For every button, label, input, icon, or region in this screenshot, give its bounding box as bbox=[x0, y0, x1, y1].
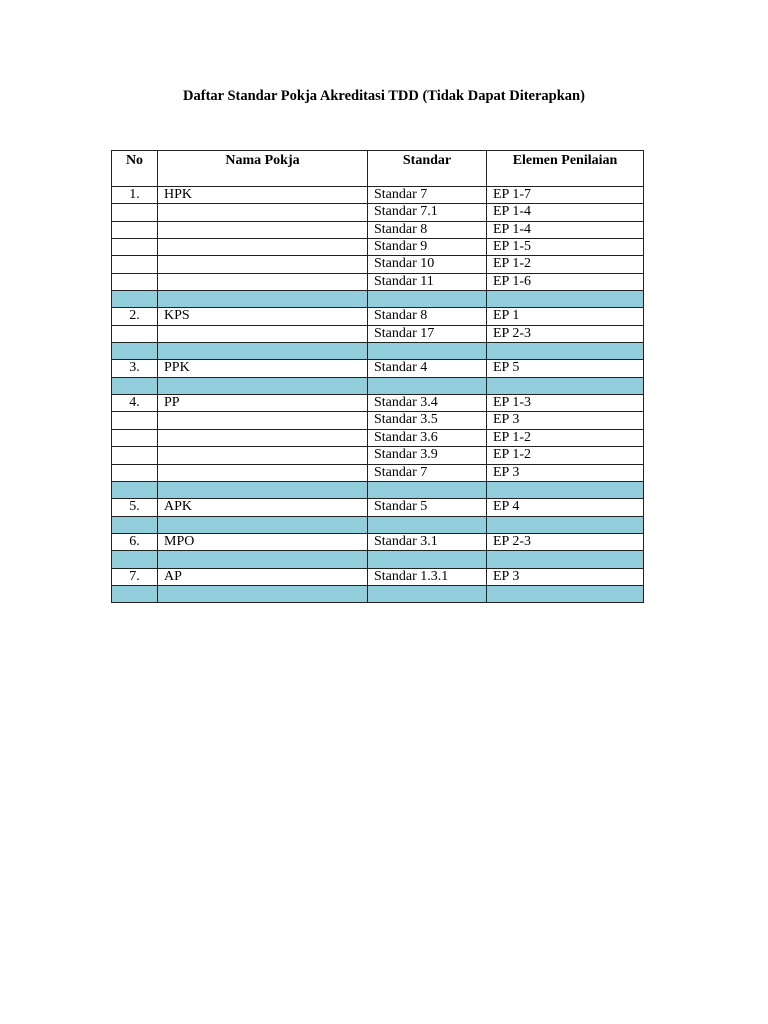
header-row bbox=[112, 151, 644, 187]
cell-nama-pokja bbox=[158, 464, 368, 481]
separator-cell bbox=[368, 377, 487, 394]
separator-cell bbox=[158, 516, 368, 533]
cell-standar: Standar 9 bbox=[368, 239, 487, 256]
cell-no bbox=[112, 429, 158, 446]
cell-elemen-penilaian: EP 2-3 bbox=[487, 533, 644, 550]
table-row bbox=[112, 256, 644, 273]
separator-cell bbox=[368, 481, 487, 498]
cell-no: 4. bbox=[112, 395, 158, 412]
separator-row bbox=[112, 377, 644, 394]
cell-elemen-penilaian: EP 1-2 bbox=[487, 429, 644, 446]
cell-elemen-penilaian: EP 3 bbox=[487, 412, 644, 429]
cell-standar: Standar 17 bbox=[368, 325, 487, 342]
table-row bbox=[112, 429, 644, 446]
separator-cell bbox=[158, 551, 368, 568]
cell-no bbox=[112, 256, 158, 273]
cell-nama-pokja bbox=[158, 447, 368, 464]
separator-row bbox=[112, 551, 644, 568]
cell-elemen-penilaian: EP 1 bbox=[487, 308, 644, 325]
cell-nama-pokja bbox=[158, 273, 368, 290]
cell-elemen-penilaian: EP 1-5 bbox=[487, 239, 644, 256]
table-row bbox=[112, 395, 644, 412]
separator-row bbox=[112, 343, 644, 360]
cell-no: 2. bbox=[112, 308, 158, 325]
table-row bbox=[112, 239, 644, 256]
cell-standar: Standar 10 bbox=[368, 256, 487, 273]
cell-nama-pokja bbox=[158, 429, 368, 446]
cell-elemen-penilaian: EP 1-2 bbox=[487, 256, 644, 273]
table-row bbox=[112, 568, 644, 585]
cell-no bbox=[112, 412, 158, 429]
table-row bbox=[112, 360, 644, 377]
table-row bbox=[112, 412, 644, 429]
table-row bbox=[112, 308, 644, 325]
cell-no bbox=[112, 273, 158, 290]
separator-cell bbox=[112, 377, 158, 394]
cell-nama-pokja: PP bbox=[158, 395, 368, 412]
table-body bbox=[112, 187, 644, 603]
cell-nama-pokja: APK bbox=[158, 499, 368, 516]
cell-nama-pokja bbox=[158, 221, 368, 238]
table-row bbox=[112, 273, 644, 290]
separator-row bbox=[112, 516, 644, 533]
separator-cell bbox=[368, 291, 487, 308]
separator-row bbox=[112, 585, 644, 602]
separator-cell bbox=[487, 377, 644, 394]
header-standar: Standar bbox=[368, 151, 487, 187]
header-elemen-penilaian: Elemen Penilaian bbox=[487, 151, 644, 187]
cell-no bbox=[112, 239, 158, 256]
cell-elemen-penilaian: EP 5 bbox=[487, 360, 644, 377]
cell-no bbox=[112, 204, 158, 221]
cell-standar: Standar 7 bbox=[368, 187, 487, 204]
separator-cell bbox=[112, 551, 158, 568]
cell-nama-pokja bbox=[158, 325, 368, 342]
cell-no: 6. bbox=[112, 533, 158, 550]
separator-cell bbox=[112, 343, 158, 360]
cell-elemen-penilaian: EP 1-4 bbox=[487, 221, 644, 238]
cell-nama-pokja: KPS bbox=[158, 308, 368, 325]
table-row bbox=[112, 499, 644, 516]
cell-standar: Standar 11 bbox=[368, 273, 487, 290]
table-row bbox=[112, 221, 644, 238]
cell-elemen-penilaian: EP 4 bbox=[487, 499, 644, 516]
cell-standar: Standar 3.9 bbox=[368, 447, 487, 464]
separator-cell bbox=[487, 481, 644, 498]
cell-nama-pokja: AP bbox=[158, 568, 368, 585]
cell-standar: Standar 7 bbox=[368, 464, 487, 481]
cell-standar: Standar 3.1 bbox=[368, 533, 487, 550]
cell-no: 7. bbox=[112, 568, 158, 585]
separator-cell bbox=[368, 343, 487, 360]
cell-nama-pokja bbox=[158, 412, 368, 429]
separator-cell bbox=[158, 377, 368, 394]
cell-nama-pokja: PPK bbox=[158, 360, 368, 377]
separator-cell bbox=[112, 585, 158, 602]
separator-cell bbox=[158, 481, 368, 498]
cell-standar: Standar 8 bbox=[368, 221, 487, 238]
table-row bbox=[112, 204, 644, 221]
separator-cell bbox=[487, 516, 644, 533]
table-row bbox=[112, 325, 644, 342]
cell-nama-pokja: HPK bbox=[158, 187, 368, 204]
header-no: No bbox=[112, 151, 158, 187]
cell-standar: Standar 7.1 bbox=[368, 204, 487, 221]
cell-no bbox=[112, 325, 158, 342]
cell-elemen-penilaian: EP 3 bbox=[487, 464, 644, 481]
cell-nama-pokja bbox=[158, 256, 368, 273]
cell-nama-pokja bbox=[158, 204, 368, 221]
cell-standar: Standar 3.5 bbox=[368, 412, 487, 429]
table-row bbox=[112, 464, 644, 481]
separator-cell bbox=[112, 516, 158, 533]
separator-cell bbox=[487, 291, 644, 308]
separator-cell bbox=[368, 551, 487, 568]
separator-cell bbox=[112, 481, 158, 498]
cell-no: 5. bbox=[112, 499, 158, 516]
separator-cell bbox=[368, 585, 487, 602]
cell-elemen-penilaian: EP 2-3 bbox=[487, 325, 644, 342]
cell-no: 3. bbox=[112, 360, 158, 377]
cell-standar: Standar 5 bbox=[368, 499, 487, 516]
separator-row bbox=[112, 481, 644, 498]
pokja-standards-table bbox=[111, 150, 644, 603]
cell-elemen-penilaian: EP 1-3 bbox=[487, 395, 644, 412]
separator-row bbox=[112, 291, 644, 308]
cell-elemen-penilaian: EP 1-7 bbox=[487, 187, 644, 204]
separator-cell bbox=[487, 551, 644, 568]
cell-standar: Standar 3.4 bbox=[368, 395, 487, 412]
separator-cell bbox=[158, 291, 368, 308]
separator-cell bbox=[112, 291, 158, 308]
separator-cell bbox=[487, 585, 644, 602]
cell-standar: Standar 3.6 bbox=[368, 429, 487, 446]
table-row bbox=[112, 187, 644, 204]
cell-no bbox=[112, 221, 158, 238]
table-header bbox=[112, 151, 644, 187]
cell-elemen-penilaian: EP 1-2 bbox=[487, 447, 644, 464]
separator-cell bbox=[487, 343, 644, 360]
cell-no bbox=[112, 464, 158, 481]
cell-standar: Standar 4 bbox=[368, 360, 487, 377]
cell-elemen-penilaian: EP 3 bbox=[487, 568, 644, 585]
cell-standar: Standar 8 bbox=[368, 308, 487, 325]
table-row bbox=[112, 533, 644, 550]
cell-standar: Standar 1.3.1 bbox=[368, 568, 487, 585]
cell-elemen-penilaian: EP 1-6 bbox=[487, 273, 644, 290]
document-title: Daftar Standar Pokja Akreditasi TDD (Tidak Dapat Diterapkan) bbox=[183, 88, 585, 104]
cell-no bbox=[112, 447, 158, 464]
cell-elemen-penilaian: EP 1-4 bbox=[487, 204, 644, 221]
separator-cell bbox=[158, 343, 368, 360]
header-nama-pokja: Nama Pokja bbox=[158, 151, 368, 187]
cell-no: 1. bbox=[112, 187, 158, 204]
cell-nama-pokja bbox=[158, 239, 368, 256]
separator-cell bbox=[158, 585, 368, 602]
cell-nama-pokja: MPO bbox=[158, 533, 368, 550]
table-row bbox=[112, 447, 644, 464]
separator-cell bbox=[368, 516, 487, 533]
